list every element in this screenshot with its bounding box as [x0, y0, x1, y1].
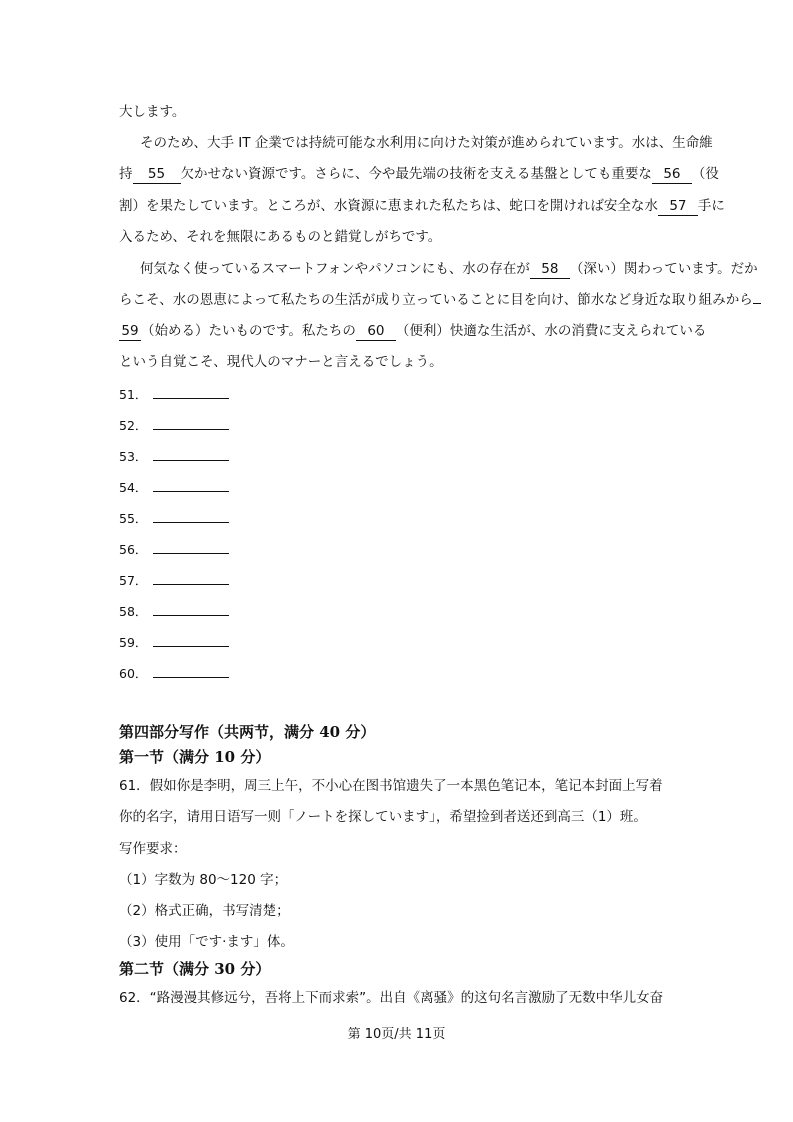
answer-line — [119, 415, 229, 436]
answer-line — [119, 663, 229, 684]
answer-line — [119, 601, 229, 622]
text: 持 — [119, 166, 133, 182]
answer-blank[interactable] — [153, 570, 229, 585]
answer-number: 51． — [119, 387, 148, 402]
answer-blank[interactable] — [153, 539, 229, 554]
subsection-heading: 第一节（满分 10 分） — [119, 748, 271, 766]
passage-line-3 — [119, 164, 719, 184]
text: らこそ、水の恩恵によって私たちの生活が成り立っていることに目を向け、節水など身近な取り組みから — [119, 292, 753, 308]
answer-line — [119, 508, 229, 529]
answer-number: 55． — [119, 511, 148, 526]
underline — [753, 303, 761, 304]
passage-line-6 — [140, 259, 758, 279]
section-heading: 第四部分写作（共两节，满分 40 分） — [119, 723, 376, 741]
answer-blank[interactable] — [153, 663, 229, 678]
passage-line-1: 大します。 — [119, 104, 186, 120]
answer-line — [119, 446, 229, 467]
answer-blank[interactable] — [153, 415, 229, 430]
passage-line-2: そのため、大手 IT 企業では持続可能な水利用に向けた対策が進められています。水は、生命維 — [140, 135, 713, 151]
requirement-2: （2）格式正确，书写清楚； — [119, 903, 290, 919]
answer-number: 60． — [119, 666, 148, 681]
blank-58: 58 — [530, 261, 570, 279]
answer-line — [119, 384, 229, 405]
answer-blank[interactable] — [153, 601, 229, 616]
blank-55: 55 — [133, 166, 181, 184]
blank-57: 57 — [658, 198, 698, 216]
text: （深い）関わっています。だか — [569, 261, 758, 277]
passage-line-9: という自覚こそ、現代人のマナーと言えるでしょう。 — [119, 354, 443, 370]
blank-59: 59 — [119, 323, 141, 341]
answer-number: 56． — [119, 542, 148, 557]
question-62-line-1: 62．“路漫漫其修远兮，吾将上下而求索”。出自《离骚》的这句名言激励了无数中华儿女奋 — [119, 990, 664, 1006]
answer-blank[interactable] — [153, 477, 229, 492]
answer-number: 58． — [119, 604, 148, 619]
answer-line — [119, 570, 229, 591]
requirement-3: （3）使用「です·ます」体。 — [119, 934, 294, 950]
answer-number: 53． — [119, 449, 148, 464]
text: （便利）快適な生活が、水の消費に支えられている — [395, 323, 707, 339]
question-61-line-2: 你的名字，请用日语写一则「ノートを探しています」，希望捡到者送还到高三（1）班。 — [119, 809, 647, 825]
answer-line — [119, 477, 229, 498]
requirements-label: 写作要求： — [119, 841, 187, 857]
answer-line — [119, 539, 229, 560]
text: （始める）たいものです。私たちの — [141, 323, 356, 339]
answer-blank[interactable] — [153, 508, 229, 523]
answer-blank[interactable] — [153, 384, 229, 399]
answer-line — [119, 632, 229, 653]
text: 手に — [697, 198, 725, 214]
answer-blank[interactable] — [153, 632, 229, 647]
answer-blank[interactable] — [153, 446, 229, 461]
answer-number: 52． — [119, 418, 148, 433]
passage-line-8 — [119, 321, 706, 341]
passage-line-4 — [119, 196, 725, 216]
text: 欠かせない資源です。さらに、今や最先端の技術を支える基盤としても重要な — [180, 166, 652, 182]
answer-number: 59． — [119, 635, 148, 650]
answer-number: 54． — [119, 480, 148, 495]
requirement-1: （1）字数为 80～120 字； — [119, 872, 288, 888]
question-61-line-1: 61．假如你是李明，周三上午，不小心在图书馆遗失了一本黑色笔记本，笔记本封面上写着 — [119, 778, 663, 794]
subsection-heading: 第二节（满分 30 分） — [119, 960, 271, 978]
text: 割）を果たしています。ところが、水資源に恵まれた私たちは、蛇口を開ければ安全な水 — [119, 198, 658, 214]
passage-line-5: 入るため、それを無限にあるものと錯覚しがちです。 — [119, 229, 442, 245]
blank-60: 60 — [356, 323, 396, 341]
blank-56: 56 — [652, 166, 692, 184]
answer-number: 57． — [119, 573, 148, 588]
text: 何気なく使っているスマートフォンやパソコンにも、水の存在が — [140, 261, 530, 277]
text: （役 — [691, 166, 719, 182]
passage-line-7 — [119, 290, 761, 310]
page-footer: 第 10页/共 11页 — [347, 1027, 446, 1042]
